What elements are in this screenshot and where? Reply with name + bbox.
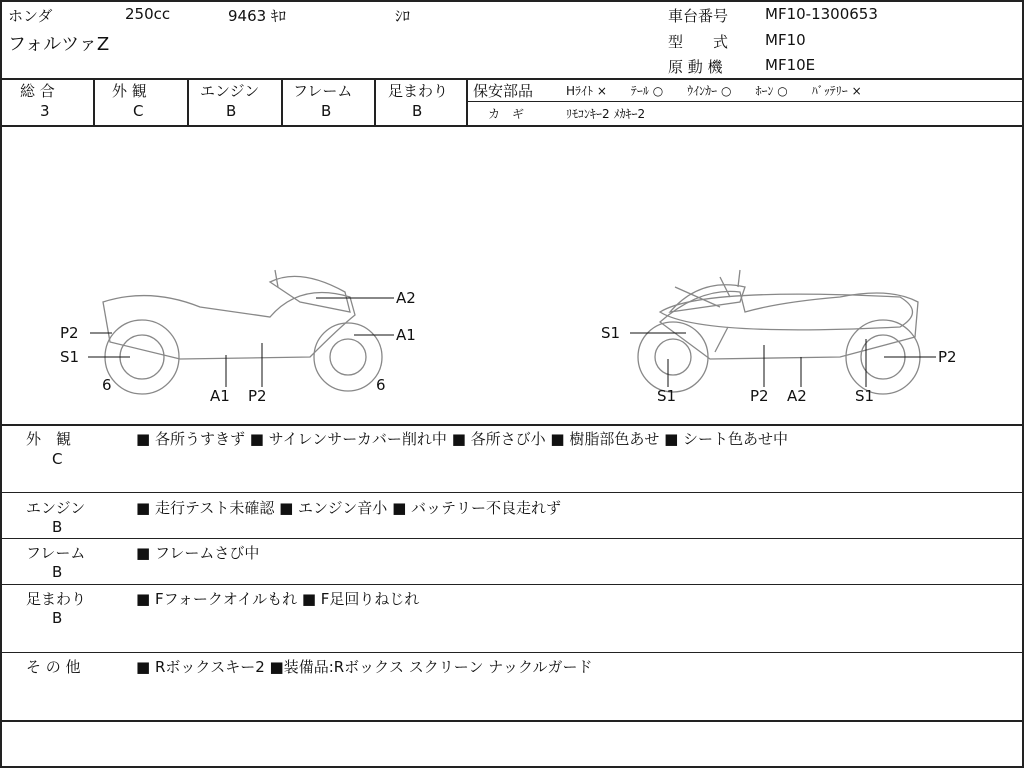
note-label-engine: エンジン xyxy=(26,499,86,517)
grade-exterior: C xyxy=(133,102,144,120)
engine-label: 原 動 機 xyxy=(668,58,723,76)
parts-items: Hﾗｲﾄ × ﾃｰﾙ ○ ｳｲﾝｶｰ ○ ﾎｰﾝ ○ ﾊﾞｯﾃﾘｰ × xyxy=(566,84,862,98)
frame-no: MF10-1300653 xyxy=(765,5,878,23)
body xyxy=(660,291,918,359)
divider xyxy=(0,424,1024,426)
callout-label: S1 xyxy=(601,324,621,342)
top-view-body xyxy=(660,294,913,330)
engine-value: MF10E xyxy=(765,56,816,74)
divider xyxy=(93,78,95,126)
callout-label: S1 xyxy=(855,387,875,405)
displacement: 250cc xyxy=(125,5,171,23)
note-text-engine: ■ 走行テスト未確認 ■ エンジン音小 ■ バッテリー不良走れず xyxy=(136,499,562,517)
grade-frame: B xyxy=(321,102,332,120)
divider xyxy=(187,78,189,126)
grade-frame-label: フレーム xyxy=(293,82,353,100)
note-grade-engine: B xyxy=(52,518,63,536)
callout-label: A1 xyxy=(210,387,230,405)
divider xyxy=(281,78,283,126)
key-value: ﾘﾓｺﾝｷｰ2 ﾒｶｷｰ2 xyxy=(566,107,646,121)
grade-engine: B xyxy=(226,102,237,120)
note-text-suspension: ■ Fフォークオイルもれ ■ F足回りねじれ xyxy=(136,590,420,608)
distance: 9463 ｷﾛ xyxy=(228,7,286,25)
model-name: フォルツァZ xyxy=(8,34,110,55)
callout-label: A2 xyxy=(787,387,807,405)
callout-label: P2 xyxy=(938,348,957,366)
grade-suspension-label: 足まわり xyxy=(388,82,449,100)
callout-label: S1 xyxy=(60,348,80,366)
body xyxy=(103,293,355,360)
callout-label: S1 xyxy=(657,387,677,405)
callout-label: 6 xyxy=(376,376,386,394)
note-text-other: ■ Rボックスキー2 ■装備品:Rボックス スクリーン ナックルガード xyxy=(136,658,593,676)
grade-total-label: 総 合 xyxy=(20,82,55,100)
note-grade-exterior: C xyxy=(52,450,63,468)
front-wheel xyxy=(314,323,382,391)
note-grade-frame: B xyxy=(52,563,63,581)
note-label-exterior: 外 観 xyxy=(26,430,72,448)
maker: ホンダ xyxy=(8,7,53,25)
scooter-diagram xyxy=(0,127,1024,424)
divider xyxy=(0,720,1024,722)
callout-label: 6 xyxy=(102,376,112,394)
color: ｼﾛ xyxy=(395,7,411,25)
grade-engine-label: エンジン xyxy=(200,82,260,100)
divider xyxy=(0,584,1024,585)
type-label: 型 式 xyxy=(668,33,729,51)
note-label-suspension: 足まわり xyxy=(26,590,87,608)
divider xyxy=(374,78,376,126)
callout-label: P2 xyxy=(750,387,769,405)
note-text-frame: ■ フレームさび中 xyxy=(136,544,260,562)
divider xyxy=(0,492,1024,493)
callout-label: A1 xyxy=(396,326,416,344)
callout-label: P2 xyxy=(248,387,267,405)
grade-suspension: B xyxy=(412,102,423,120)
callout-label: P2 xyxy=(60,324,79,342)
callout-label: A2 xyxy=(396,289,416,307)
note-label-other: そ の 他 xyxy=(26,658,81,676)
grade-total: 3 xyxy=(40,102,50,120)
key-label: カ ギ xyxy=(488,107,525,121)
divider xyxy=(468,101,1024,102)
parts-label: 保安部品 xyxy=(473,82,534,100)
type-value: MF10 xyxy=(765,31,806,49)
divider xyxy=(0,652,1024,653)
note-grade-suspension: B xyxy=(52,609,63,627)
divider xyxy=(466,78,468,126)
frame-no-label: 車台番号 xyxy=(668,7,729,25)
grade-exterior-label: 外 観 xyxy=(112,82,147,100)
divider xyxy=(0,538,1024,539)
note-label-frame: フレーム xyxy=(26,544,86,562)
note-text-exterior: ■ 各所うすきず ■ サイレンサーカバー削れ中 ■ 各所さび小 ■ 樹脂部色あせ ■ シート色あせ中 xyxy=(136,430,789,448)
